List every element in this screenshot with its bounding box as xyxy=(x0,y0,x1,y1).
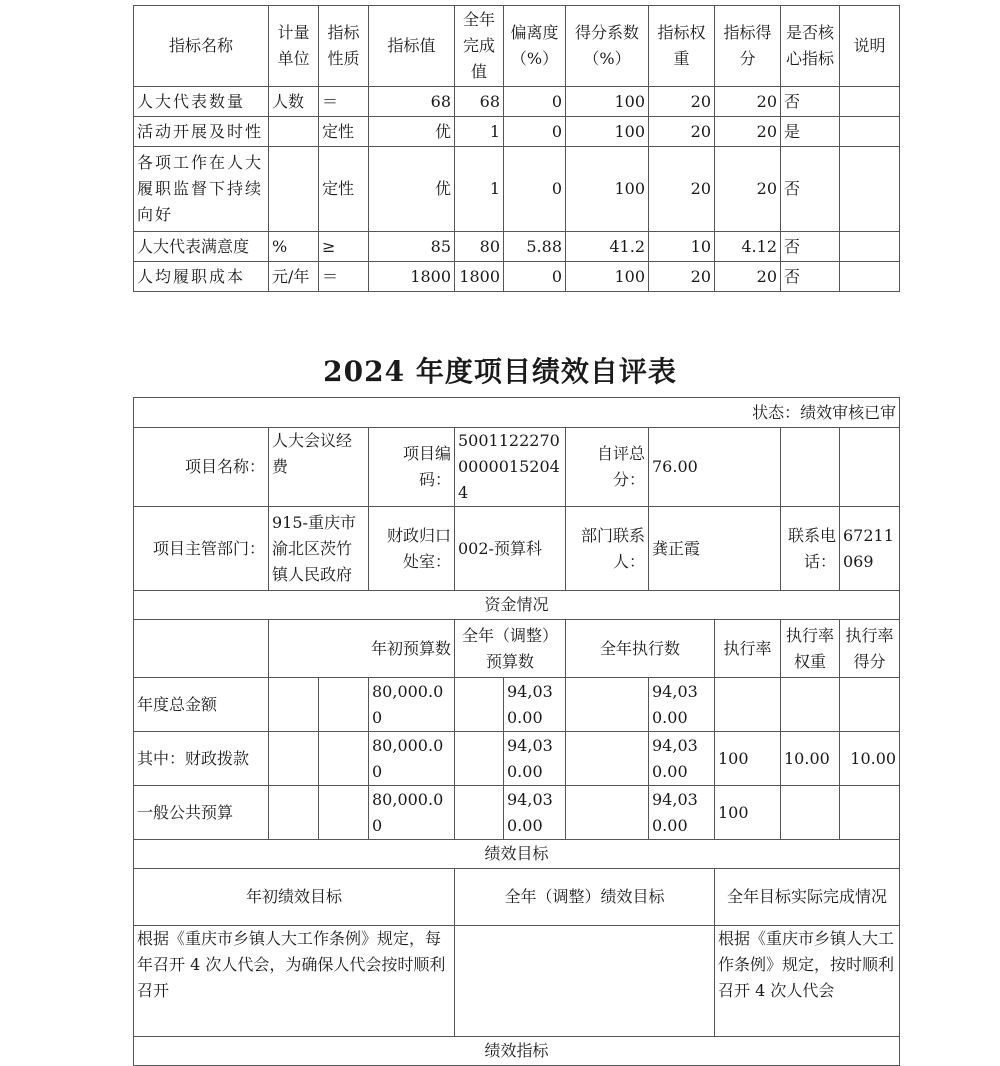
cell: 20 xyxy=(649,117,715,147)
empty-cell xyxy=(566,678,649,732)
header-cell: 计量单位 xyxy=(269,6,319,87)
indicators-section-title: 绩效指标 xyxy=(134,1037,900,1066)
header-cell: 指标性质 xyxy=(319,6,369,87)
cell: 否 xyxy=(781,232,840,262)
initial-budget: 80,000.00 xyxy=(369,678,455,732)
cell xyxy=(840,117,900,147)
header-cell: 全年目标实际完成情况 xyxy=(715,869,900,926)
rate-weight: 10.00 xyxy=(781,732,840,786)
funds-row-label: 一般公共预算 xyxy=(134,786,269,840)
empty-cell xyxy=(269,786,319,840)
cell: 元/年 xyxy=(269,262,319,292)
project-form-table xyxy=(133,397,900,1066)
cell: 68 xyxy=(455,87,504,117)
cell: 20 xyxy=(715,262,781,292)
contact-value: 龚正霞 xyxy=(649,507,781,591)
cell: 优 xyxy=(369,147,455,232)
project-name: 人大会议经费 xyxy=(269,428,369,507)
status-row xyxy=(134,398,900,428)
page-title: 2024 年度项目绩效自评表 xyxy=(323,355,677,388)
project-code-label: 项目编码： xyxy=(369,428,455,507)
initial-goal: 根据《重庆市乡镇人大工作条例》规定，每年召开 4 次人代会，为确保人代会按时顺利召开 xyxy=(134,926,455,1037)
cell: 1800 xyxy=(369,262,455,292)
header-cell: 指标得分 xyxy=(715,6,781,87)
funds-row-label: 其中：财政拨款 xyxy=(134,732,269,786)
phone-label: 联系电话： xyxy=(781,507,840,591)
contact-label: 部门联系人： xyxy=(566,507,649,591)
cell: 各项工作在人大履职监督下持续向好 xyxy=(134,147,269,232)
cell: 100 xyxy=(566,262,649,292)
table-row xyxy=(134,232,900,262)
empty-cell xyxy=(566,732,649,786)
cell: 68 xyxy=(369,87,455,117)
empty-cell xyxy=(269,678,319,732)
empty-cell xyxy=(455,678,504,732)
funds-row-label: 年度总金额 xyxy=(134,678,269,732)
empty-cell xyxy=(319,732,369,786)
cell: 1 xyxy=(455,117,504,147)
dept-label: 项目主管部门： xyxy=(134,507,269,591)
execution-rate: 100 xyxy=(715,786,781,840)
project-code: 500112227000000152044 xyxy=(455,428,566,507)
cell xyxy=(269,117,319,147)
cell: 20 xyxy=(715,117,781,147)
funds-row xyxy=(134,786,900,840)
executed-amount: 94,030.00 xyxy=(649,786,715,840)
cell: 否 xyxy=(781,147,840,232)
cell: 20 xyxy=(715,87,781,117)
empty-cell xyxy=(319,786,369,840)
cell: 人数 xyxy=(269,87,319,117)
cell: ＝ xyxy=(319,87,369,117)
cell: ≥ xyxy=(319,232,369,262)
table-row xyxy=(134,262,900,292)
rate-score: 10.00 xyxy=(840,732,900,786)
cell: 活动开展及时性 xyxy=(134,117,269,147)
dept-value: 915-重庆市渝北区茨竹镇人民政府 xyxy=(269,507,369,591)
empty-cell xyxy=(455,732,504,786)
goals-content-row xyxy=(134,926,900,1037)
self-score: 76.00 xyxy=(649,428,781,507)
actual-completion: 根据《重庆市乡镇人大工作条例》规定，按时顺利召开 4 次人代会 xyxy=(715,926,900,1037)
table-row xyxy=(134,87,900,117)
header-cell: 执行率权重 xyxy=(781,620,840,678)
empty-cell xyxy=(781,428,840,507)
cell: 0 xyxy=(504,117,566,147)
header-cell: 指标值 xyxy=(369,6,455,87)
header-cell: 是否核心指标 xyxy=(781,6,840,87)
funds-section-row xyxy=(134,591,900,620)
self-score-label: 自评总分： xyxy=(566,428,649,507)
project-info-row xyxy=(134,428,900,507)
cell: 80 xyxy=(455,232,504,262)
cell: 否 xyxy=(781,87,840,117)
cell: 20 xyxy=(715,147,781,232)
adjusted-budget: 94,030.00 xyxy=(504,678,566,732)
cell: 20 xyxy=(649,147,715,232)
empty-cell xyxy=(134,620,269,678)
cell: 41.2 xyxy=(566,232,649,262)
table-row xyxy=(134,147,900,232)
dept-info-row xyxy=(134,507,900,591)
cell: 1 xyxy=(455,147,504,232)
cell: 5.88 xyxy=(504,232,566,262)
project-name-label: 项目名称： xyxy=(134,428,269,507)
rate-score xyxy=(840,786,900,840)
cell: 100 xyxy=(566,117,649,147)
cell: 4.12 xyxy=(715,232,781,262)
header-cell: 全年（调整）预算数 xyxy=(455,620,566,678)
adjusted-budget: 94,030.00 xyxy=(504,786,566,840)
goals-section-title: 绩效目标 xyxy=(134,840,900,869)
empty-cell xyxy=(319,678,369,732)
cell: 人大代表数量 xyxy=(134,87,269,117)
execution-rate: 100 xyxy=(715,732,781,786)
cell xyxy=(269,147,319,232)
header-cell: 年初绩效目标 xyxy=(134,869,455,926)
empty-cell xyxy=(455,786,504,840)
header-cell: 执行率得分 xyxy=(840,620,900,678)
table-row xyxy=(134,117,900,147)
cell: 0 xyxy=(504,87,566,117)
cell: 是 xyxy=(781,117,840,147)
executed-amount: 94,030.00 xyxy=(649,732,715,786)
header-cell: 全年执行数 xyxy=(566,620,715,678)
cell: 0 xyxy=(504,147,566,232)
initial-budget: 80,000.00 xyxy=(369,786,455,840)
header-cell: 偏离度（%） xyxy=(504,6,566,87)
cell: 人均履职成本 xyxy=(134,262,269,292)
cell: ＝ xyxy=(319,262,369,292)
adjusted-budget: 94,030.00 xyxy=(504,732,566,786)
funds-section-title: 资金情况 xyxy=(134,591,900,620)
cell: 10 xyxy=(649,232,715,262)
cell: 优 xyxy=(369,117,455,147)
header-cell: 说明 xyxy=(840,6,900,87)
cell xyxy=(840,87,900,117)
indicators-section-row xyxy=(134,1037,900,1066)
funds-row xyxy=(134,732,900,786)
cell: 20 xyxy=(649,262,715,292)
funds-row xyxy=(134,678,900,732)
adjusted-goal xyxy=(455,926,715,1037)
cell: 100 xyxy=(566,87,649,117)
cell: 定性 xyxy=(319,117,369,147)
funds-header-row xyxy=(134,620,900,678)
cell xyxy=(840,147,900,232)
header-cell: 全年完成值 xyxy=(455,6,504,87)
rate-weight xyxy=(781,678,840,732)
header-cell: 执行率 xyxy=(715,620,781,678)
cell: 20 xyxy=(649,87,715,117)
empty-cell xyxy=(269,732,319,786)
goals-header-row xyxy=(134,869,900,926)
finance-label: 财政归口处室： xyxy=(369,507,455,591)
status-text: 状态：绩效审核已审 xyxy=(134,398,900,428)
phone-value: 67211069 xyxy=(840,507,900,591)
cell: 100 xyxy=(566,147,649,232)
cell xyxy=(840,262,900,292)
executed-amount: 94,030.00 xyxy=(649,678,715,732)
cell: % xyxy=(269,232,319,262)
rate-score xyxy=(840,678,900,732)
goals-section-row xyxy=(134,840,900,869)
header-cell: 指标名称 xyxy=(134,6,269,87)
finance-value: 002-预算科 xyxy=(455,507,566,591)
cell: 0 xyxy=(504,262,566,292)
cell: 1800 xyxy=(455,262,504,292)
execution-rate xyxy=(715,678,781,732)
cell: 人大代表满意度 xyxy=(134,232,269,262)
header-cell: 得分系数（%） xyxy=(566,6,649,87)
header-cell: 年初预算数 xyxy=(269,620,455,678)
initial-budget: 80,000.00 xyxy=(369,732,455,786)
indicator-table xyxy=(133,5,900,292)
cell xyxy=(840,232,900,262)
header-cell: 指标权重 xyxy=(649,6,715,87)
indicator-header-row xyxy=(134,6,900,87)
cell: 否 xyxy=(781,262,840,292)
empty-cell xyxy=(566,786,649,840)
empty-cell xyxy=(840,428,900,507)
cell: 85 xyxy=(369,232,455,262)
rate-weight xyxy=(781,786,840,840)
header-cell: 全年（调整）绩效目标 xyxy=(455,869,715,926)
cell: 定性 xyxy=(319,147,369,232)
